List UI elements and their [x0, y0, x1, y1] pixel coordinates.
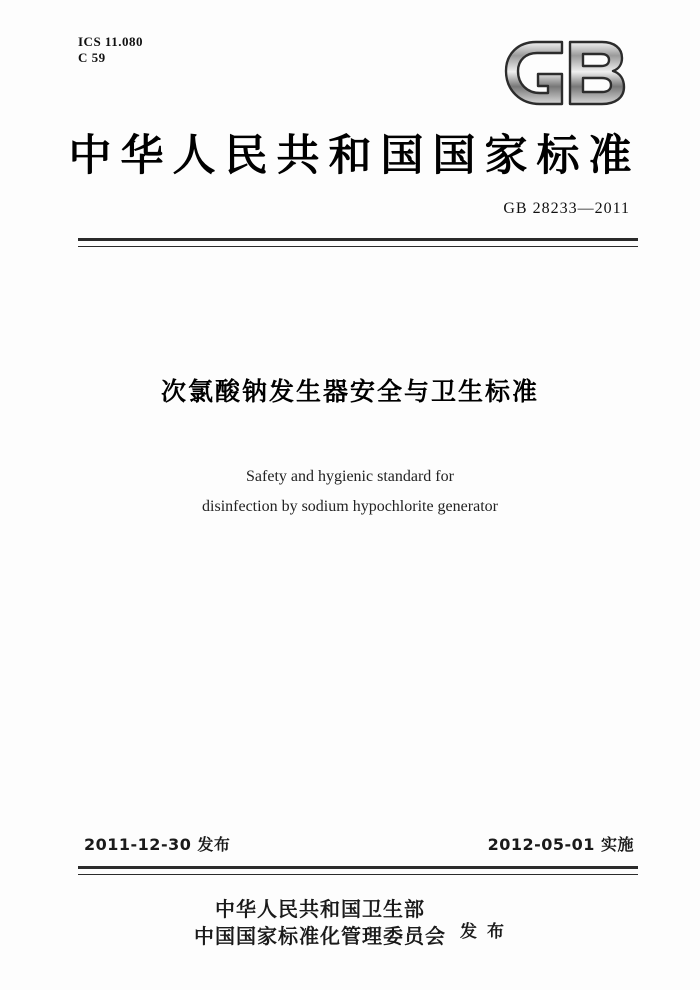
document-title-english-line1: Safety and hygienic standard for [246, 468, 454, 485]
effective-date: 2012-05-01 实施 [487, 835, 634, 854]
classification-code: C 59 [78, 50, 106, 66]
gb-emblem-icon [498, 36, 638, 112]
ics-block [78, 34, 143, 67]
issue-verb: 发 布 [460, 921, 506, 942]
document-title-english [0, 462, 700, 521]
document-title-english-line2: disinfection by sodium hypochlorite generator [202, 497, 498, 515]
issuing-authorities [0, 896, 700, 950]
document-title-chinese: 次氯酸钠发生器安全与卫生标准 [160, 377, 539, 406]
ics-code: ICS 11.080 [78, 34, 143, 49]
standard-number: GB 28233—2011 [503, 200, 630, 217]
issuer-name-2: 中国国家标准化管理委员会 [194, 924, 447, 948]
footer-rule-thick [78, 866, 638, 869]
footer-rule-thin [78, 874, 638, 875]
header-rule-thin [78, 246, 638, 247]
issuer-names [194, 896, 446, 950]
national-standard-title: 中华人民共和国国家标准 [68, 131, 641, 181]
issue-date: 2011-12-30 发布 [84, 835, 231, 854]
issuer-name-1: 中华人民共和国卫生部 [215, 897, 426, 921]
header-rule-thick [78, 238, 638, 241]
issuing-authorities-inner [194, 896, 506, 950]
